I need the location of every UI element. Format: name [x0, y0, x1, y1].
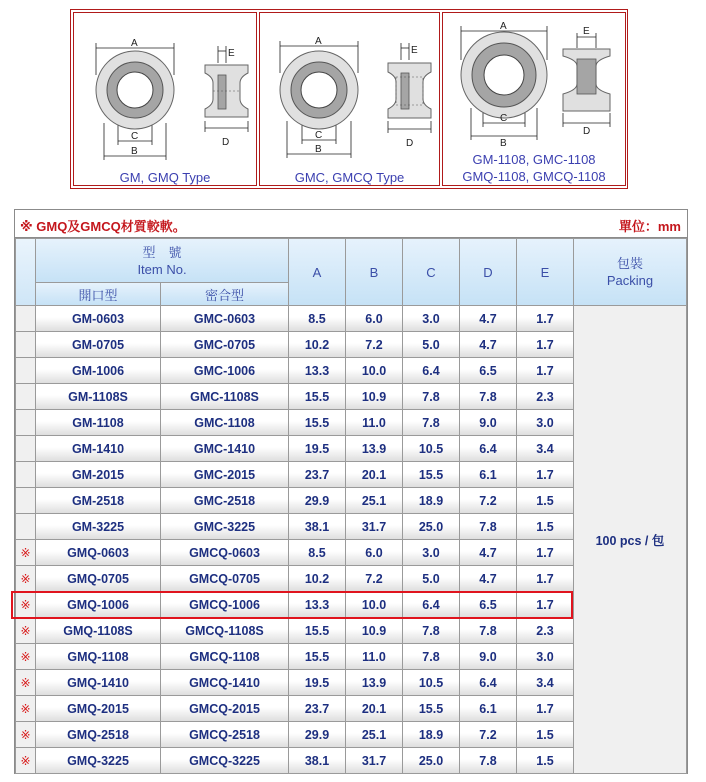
dim-e: 1.5 [516, 747, 574, 774]
item-open: GMQ-2015 [35, 695, 161, 722]
dim-d: 6.1 [459, 695, 517, 722]
dim-label-d: D [406, 138, 414, 149]
item-closed: GMCQ-2518 [160, 721, 289, 748]
dim-label-b: B [131, 146, 138, 157]
dim-e: 1.7 [516, 565, 574, 592]
dim-label-d: D [222, 137, 230, 148]
dim-a: 13.3 [288, 591, 346, 618]
dim-d: 7.2 [459, 487, 517, 514]
dim-a: 15.5 [288, 383, 346, 410]
row-mark [15, 383, 36, 410]
dim-label-a: A [500, 21, 507, 32]
dim-e: 1.5 [516, 513, 574, 540]
item-open: GMQ-1410 [35, 669, 161, 696]
dim-c: 25.0 [402, 513, 460, 540]
item-open: GMQ-0603 [35, 539, 161, 566]
item-open: GM-1006 [35, 357, 161, 384]
row-mark: ※ [15, 747, 36, 774]
row-mark [15, 331, 36, 358]
item-closed: GMC-0705 [160, 331, 289, 358]
dim-b: 7.2 [345, 331, 403, 358]
item-closed: GMC-2015 [160, 461, 289, 488]
dim-a: 15.5 [288, 643, 346, 670]
item-closed: GMCQ-0603 [160, 539, 289, 566]
row-mark [15, 435, 36, 462]
dim-label-a: A [131, 38, 138, 49]
row-mark [15, 409, 36, 436]
dim-d: 7.8 [459, 747, 517, 774]
dim-c: 5.0 [402, 565, 460, 592]
dim-c: 15.5 [402, 695, 460, 722]
dim-c: 7.8 [402, 383, 460, 410]
unit-label: 單位：mm [618, 219, 681, 234]
material-note: ※ GMQ及GMCQ材質較軟。 [20, 219, 186, 234]
dim-c: 7.8 [402, 643, 460, 670]
dim-b: 10.9 [345, 383, 403, 410]
dim-e: 3.4 [516, 669, 574, 696]
dim-a: 38.1 [288, 747, 346, 774]
packing-cell: 100 pcs / 包 [573, 305, 687, 774]
dim-d: 7.2 [459, 721, 517, 748]
dim-a: 8.5 [288, 539, 346, 566]
dim-e: 2.3 [516, 383, 574, 410]
dim-d: 6.1 [459, 461, 517, 488]
dim-e: 1.5 [516, 721, 574, 748]
dim-e: 1.7 [516, 331, 574, 358]
dim-d: 4.7 [459, 331, 517, 358]
dim-b: 10.9 [345, 617, 403, 644]
dim-c: 6.4 [402, 591, 460, 618]
dim-label-e: E [411, 45, 418, 56]
dim-a: 8.5 [288, 305, 346, 332]
header-item-en: Item No. [137, 261, 187, 277]
dim-c: 15.5 [402, 461, 460, 488]
dim-d: 6.5 [459, 357, 517, 384]
dim-e: 1.7 [516, 357, 574, 384]
dim-a: 29.9 [288, 487, 346, 514]
dim-b: 10.0 [345, 357, 403, 384]
item-open: GMQ-1006 [35, 591, 161, 618]
row-mark [15, 487, 36, 514]
dim-b: 13.9 [345, 669, 403, 696]
dim-b: 25.1 [345, 487, 403, 514]
dim-b: 11.0 [345, 643, 403, 670]
dim-d: 9.0 [459, 409, 517, 436]
dim-b: 11.0 [345, 409, 403, 436]
item-open: GM-1108 [35, 409, 161, 436]
header-closed-type: 密合型 [160, 282, 289, 306]
item-closed: GMCQ-3225 [160, 747, 289, 774]
header-mark-blank [15, 238, 36, 306]
header-col-d: D [459, 238, 517, 306]
dim-a: 15.5 [288, 409, 346, 436]
row-mark [15, 461, 36, 488]
dim-b: 10.0 [345, 591, 403, 618]
dim-e: 1.5 [516, 487, 574, 514]
item-closed: GMCQ-1108 [160, 643, 289, 670]
diagram-frame [70, 9, 628, 189]
diagram-caption-line: GMC, GMCQ Type [294, 170, 405, 185]
header-packing [573, 238, 687, 306]
dim-c: 6.4 [402, 357, 460, 384]
item-open: GMQ-3225 [35, 747, 161, 774]
item-open: GMQ-0705 [35, 565, 161, 592]
dim-e: 3.4 [516, 435, 574, 462]
diagram-panel-gmc [259, 12, 440, 186]
dim-e: 1.7 [516, 591, 574, 618]
dim-a: 38.1 [288, 513, 346, 540]
header-col-a: A [288, 238, 346, 306]
header-col-b: B [345, 238, 403, 306]
dim-c: 18.9 [402, 487, 460, 514]
dim-c: 25.0 [402, 747, 460, 774]
row-mark: ※ [15, 669, 36, 696]
dim-label-c: C [500, 113, 508, 124]
dim-b: 31.7 [345, 513, 403, 540]
dim-e: 2.3 [516, 617, 574, 644]
dim-a: 15.5 [288, 617, 346, 644]
row-mark [15, 513, 36, 540]
item-open: GM-2518 [35, 487, 161, 514]
item-closed: GMC-0603 [160, 305, 289, 332]
diagram-caption-line: GM, GMQ Type [119, 170, 211, 185]
dim-c: 5.0 [402, 331, 460, 358]
dim-e: 1.7 [516, 461, 574, 488]
item-open: GM-1410 [35, 435, 161, 462]
dim-b: 13.9 [345, 435, 403, 462]
dim-c: 7.8 [402, 409, 460, 436]
item-closed: GMC-3225 [160, 513, 289, 540]
dim-d: 7.8 [459, 383, 517, 410]
dim-b: 20.1 [345, 461, 403, 488]
dim-a: 19.5 [288, 435, 346, 462]
item-open: GM-3225 [35, 513, 161, 540]
dim-a: 10.2 [288, 565, 346, 592]
dim-d: 6.4 [459, 435, 517, 462]
dim-c: 3.0 [402, 305, 460, 332]
dim-d: 7.8 [459, 513, 517, 540]
dim-a: 19.5 [288, 669, 346, 696]
item-closed: GMCQ-1006 [160, 591, 289, 618]
dim-e: 3.0 [516, 409, 574, 436]
item-closed: GMCQ-0705 [160, 565, 289, 592]
row-mark: ※ [15, 643, 36, 670]
item-closed: GMC-1410 [160, 435, 289, 462]
item-closed: GMCQ-1108S [160, 617, 289, 644]
dim-a: 10.2 [288, 331, 346, 358]
diagram-panel-gm [73, 12, 257, 186]
item-open: GMQ-1108 [35, 643, 161, 670]
dim-c: 7.8 [402, 617, 460, 644]
dim-label-c: C [131, 131, 139, 142]
row-mark: ※ [15, 591, 36, 618]
dim-e: 3.0 [516, 643, 574, 670]
dim-d: 6.5 [459, 591, 517, 618]
dim-e: 1.7 [516, 305, 574, 332]
dim-d: 4.7 [459, 565, 517, 592]
item-open: GMQ-1108S [35, 617, 161, 644]
dim-d: 6.4 [459, 669, 517, 696]
dim-a: 29.9 [288, 721, 346, 748]
dim-d: 4.7 [459, 539, 517, 566]
dim-e: 1.7 [516, 695, 574, 722]
dim-c: 18.9 [402, 721, 460, 748]
dim-b: 20.1 [345, 695, 403, 722]
item-open: GM-0705 [35, 331, 161, 358]
spec-table [14, 209, 688, 774]
header-open-type: 開口型 [35, 282, 161, 306]
header-packing-en: Packing [606, 273, 654, 288]
diagram-caption [443, 151, 625, 185]
item-closed: GMC-1006 [160, 357, 289, 384]
note-row [15, 210, 687, 238]
item-open: GM-2015 [35, 461, 161, 488]
dim-d: 9.0 [459, 643, 517, 670]
dim-c: 10.5 [402, 435, 460, 462]
row-mark: ※ [15, 539, 36, 566]
row-mark: ※ [15, 617, 36, 644]
dim-label-a: A [315, 36, 322, 47]
dim-d: 7.8 [459, 617, 517, 644]
dim-a: 23.7 [288, 461, 346, 488]
item-open: GM-0603 [35, 305, 161, 332]
dim-b: 6.0 [345, 539, 403, 566]
dim-b: 25.1 [345, 721, 403, 748]
item-closed: GMCQ-2015 [160, 695, 289, 722]
grommet-drawing-gm [74, 13, 258, 187]
item-closed: GMC-2518 [160, 487, 289, 514]
dim-b: 7.2 [345, 565, 403, 592]
dim-label-d: D [583, 126, 591, 137]
dim-d: 4.7 [459, 305, 517, 332]
header-packing-zh: 包裝 [616, 256, 643, 271]
dim-label-e: E [228, 48, 235, 59]
header-col-e: E [516, 238, 574, 306]
item-closed: GMC-1108S [160, 383, 289, 410]
dim-label-b: B [500, 138, 507, 149]
dim-label-b: B [315, 144, 322, 155]
dim-e: 1.7 [516, 539, 574, 566]
dim-b: 6.0 [345, 305, 403, 332]
dim-c: 10.5 [402, 669, 460, 696]
dim-c: 3.0 [402, 539, 460, 566]
dim-a: 23.7 [288, 695, 346, 722]
diagram-caption-line: GM-1108, GMC-1108 [472, 152, 596, 167]
diagram-caption [74, 169, 256, 186]
item-closed: GMC-1108 [160, 409, 289, 436]
dim-label-e: E [583, 26, 590, 37]
header-col-c: C [402, 238, 460, 306]
header-item-zh: 型 號 [142, 244, 182, 260]
grommet-drawing-gmc [260, 13, 441, 187]
item-closed: GMCQ-1410 [160, 669, 289, 696]
header-item-no [35, 238, 289, 283]
row-mark: ※ [15, 695, 36, 722]
row-mark: ※ [15, 565, 36, 592]
dim-b: 31.7 [345, 747, 403, 774]
dim-a: 13.3 [288, 357, 346, 384]
item-open: GM-1108S [35, 383, 161, 410]
diagram-panel-1108 [442, 12, 626, 186]
diagram-caption-line: GMQ-1108, GMCQ-1108 [462, 169, 606, 184]
row-mark [15, 357, 36, 384]
item-open: GMQ-2518 [35, 721, 161, 748]
row-mark [15, 305, 36, 332]
diagram-caption [260, 169, 439, 186]
row-mark: ※ [15, 721, 36, 748]
dim-label-c: C [315, 130, 323, 141]
